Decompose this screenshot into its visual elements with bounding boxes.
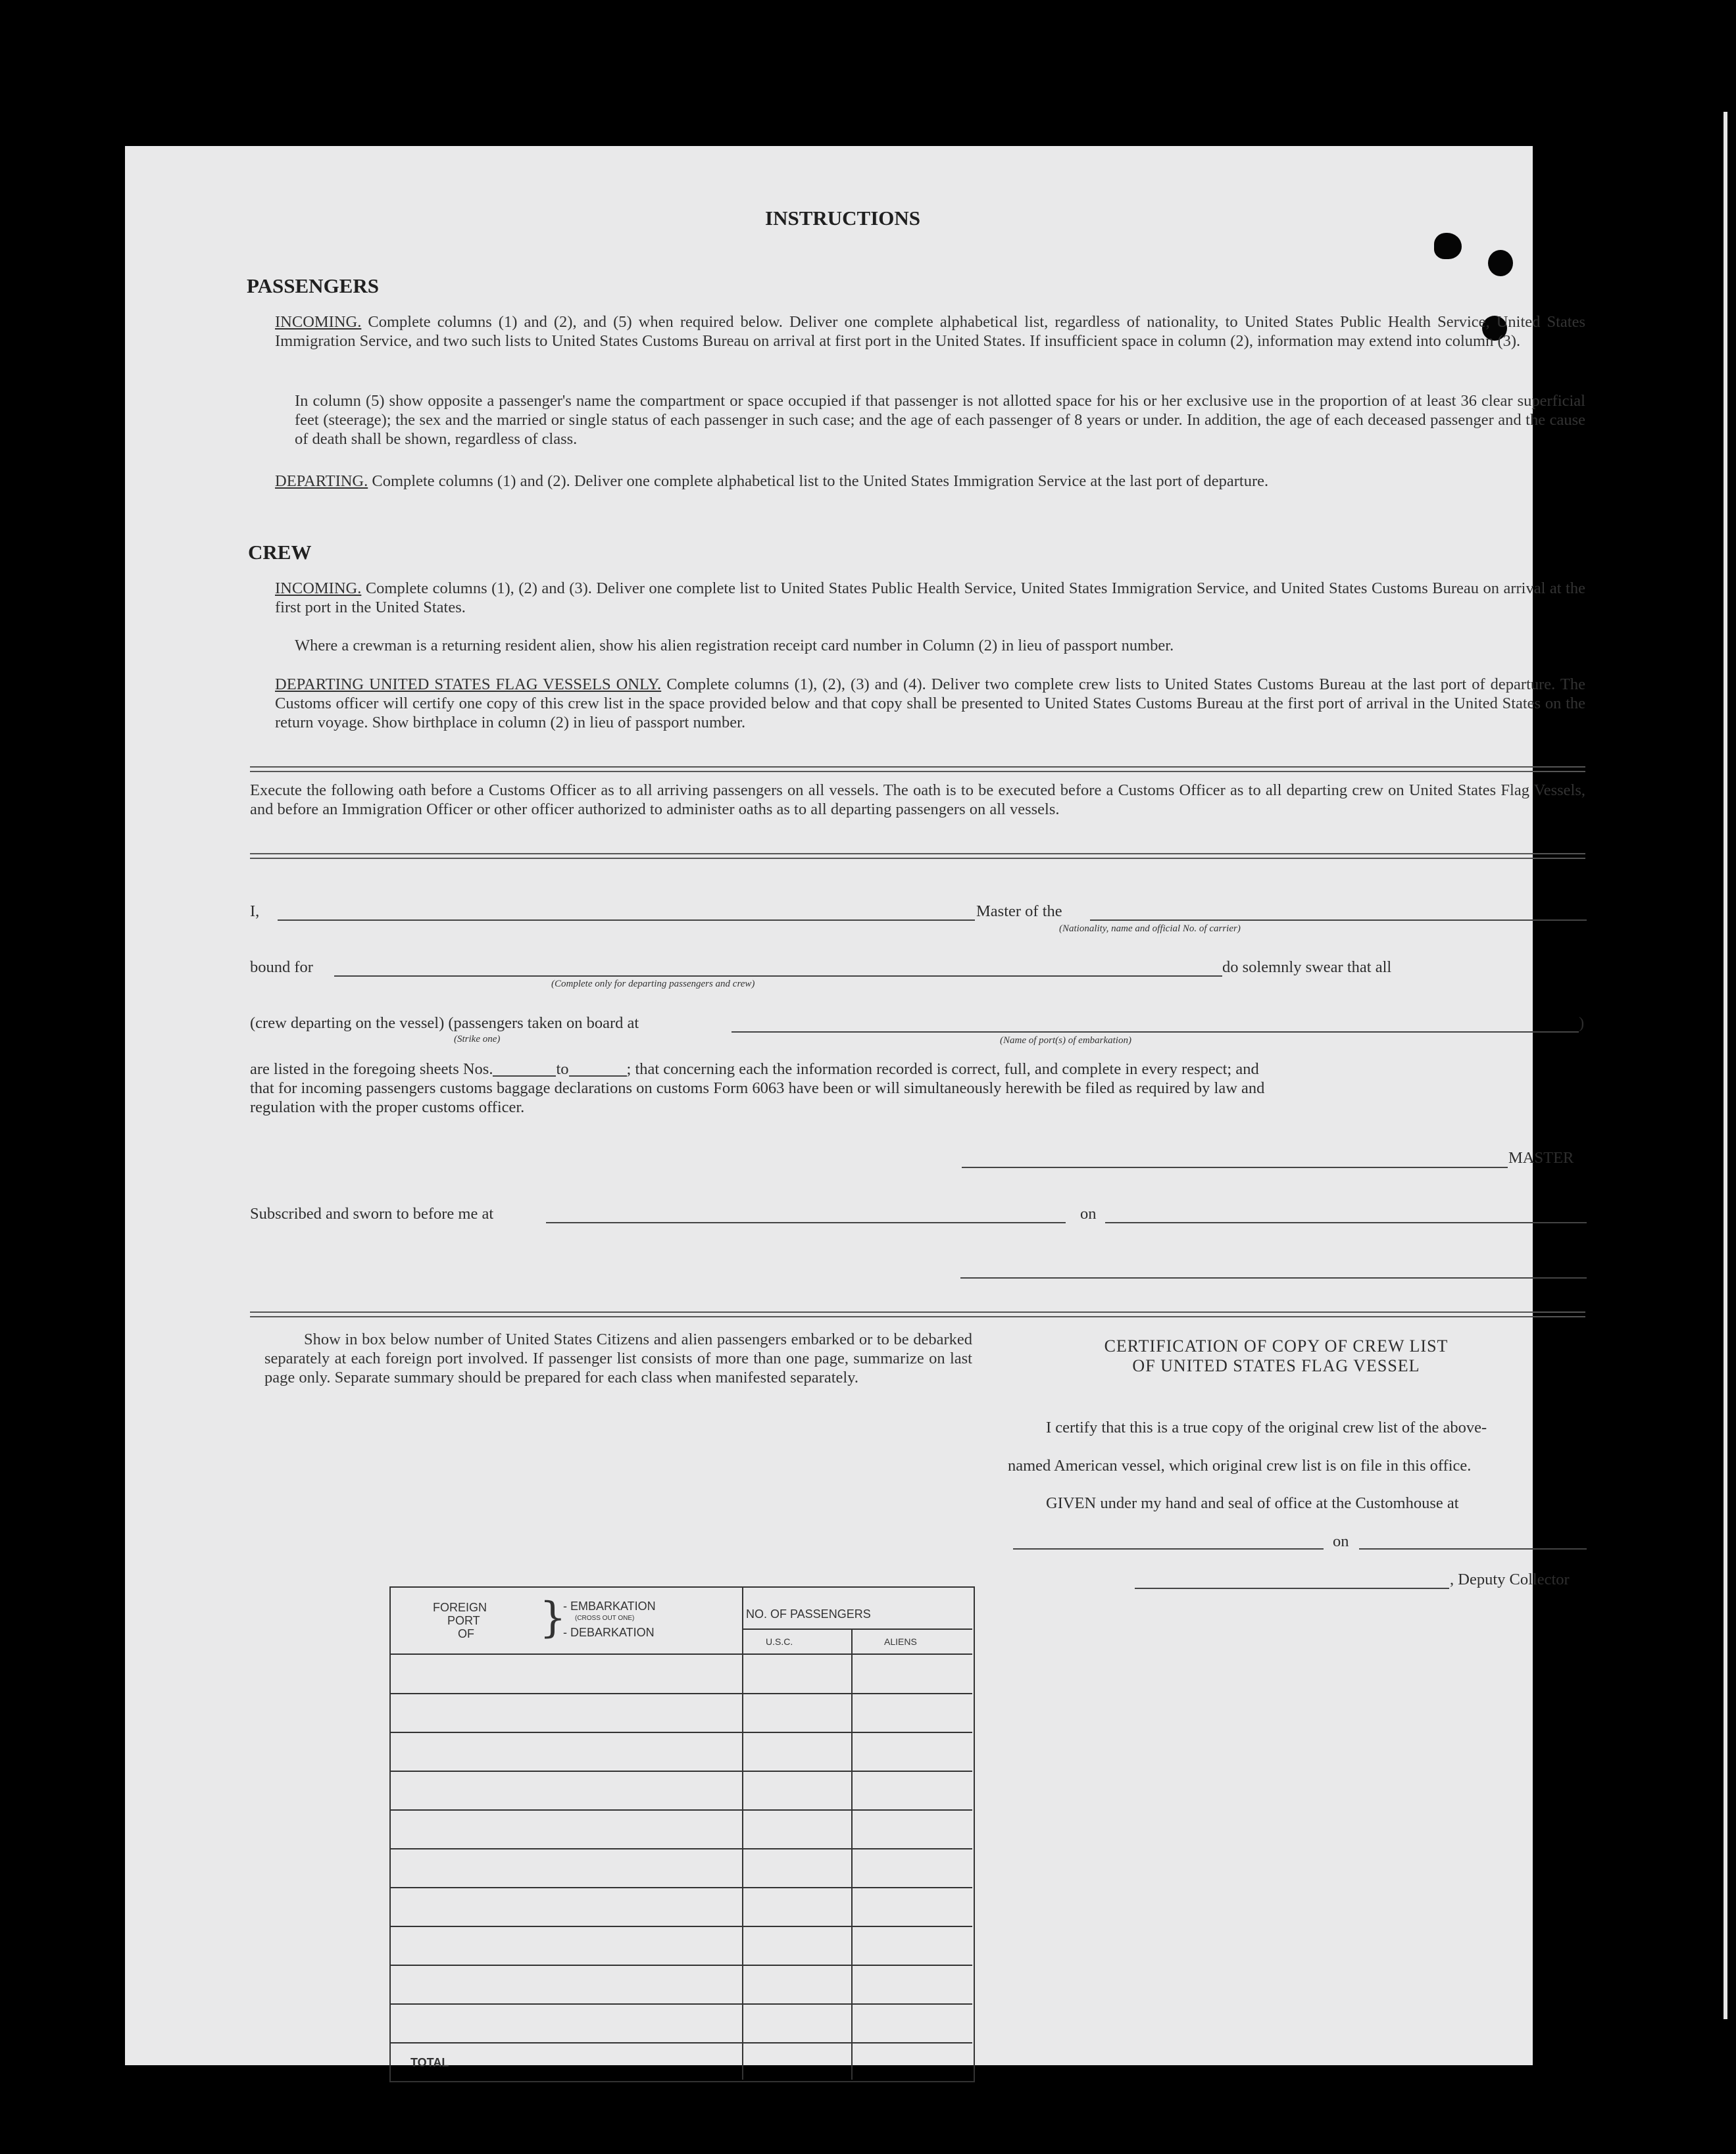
table-row [391,2042,972,2044]
scan-edge-line [1724,112,1727,2019]
given-line: GIVEN under my hand and seal of office at the Customhouse at [1046,1494,1459,1512]
master-signature-line[interactable] [962,1167,1508,1168]
deputy-signature-line[interactable] [1135,1588,1449,1589]
bound-for-label: bound for [250,958,313,976]
sub-header-rule [742,1628,972,1630]
col-divider-port [742,1588,743,2080]
certify-line-1: I certify that this is a true copy of the original crew list of the above- [1046,1419,1487,1436]
crew-departing-label: DEPARTING UNITED STATES FLAG VESSELS ONLY. [275,675,662,693]
of-label: OF [458,1627,474,1640]
form-page [125,146,1585,2069]
table-row [391,1771,972,1772]
master-name-line[interactable] [278,919,975,921]
table-row [391,1693,972,1694]
separator-rule-2 [250,853,1585,859]
listed-line-3: regulation with the proper customs officer. [250,1098,525,1116]
certify-line-2: named American vessel, which original crew list is on file in this office. [1008,1457,1472,1475]
total-label: TOTAL [410,2056,449,2069]
deputy-collector-label: , Deputy Collector [1450,1571,1570,1588]
col-divider-aliens [851,1628,853,2080]
strike-one-caption: (Strike one) [454,1034,501,1044]
embarkation-label: - EMBARKATION [563,1600,656,1613]
passengers-incoming-text: Complete columns (1) and (2), and (5) when required below. Deliver one complete alphabetical list, regardless of nationality, to United States Public Health Service, United States Immigration Service, and two such lists to United States Customs Bureau on arrival at first port in the United States. If insufficient space in column (2), information may extend into column (3). [275,313,1585,350]
crew-heading: CREW [248,541,312,564]
customhouse-place-line[interactable] [1013,1548,1324,1550]
certification-heading-line-1: CERTIFICATION OF COPY OF CREW LIST [1104,1336,1449,1356]
listed-sheets-label [250,1060,1259,1079]
close-paren: ) [1579,1014,1585,1032]
passengers-departing-label: DEPARTING. [275,472,368,490]
table-row [391,1809,972,1811]
usc-label: U.S.C. [766,1636,793,1647]
oath-instruction-paragraph: Execute the following oath before a Customs Officer as to all arriving passengers on all vessels. The oath is to be executed before a Customs Officer as to all departing crew on United States Flag Vessels, and before an Immigration Officer or other officer authorized to administer oaths as to all departing passengers on all vessels. [250,781,1585,818]
listed-line-2: that for incoming passengers customs baggage declarations on customs Form 6063 have been or will simultaneously herewith be filed as required by law and [250,1079,1265,1097]
summary-instruction: Show in box below number of United States Citizens and alien passengers embarked or to be debarked separately at each foreign port involved. If passenger list consists of more than one page, summarize on last page only. Separate summary should be prepared for each class when manifested separately. [264,1331,972,1386]
cross-out-label: (CROSS OUT ONE) [575,1615,635,1622]
passenger-summary-table [389,1586,975,2082]
no-of-passengers-label: NO. OF PASSENGERS [746,1607,871,1621]
master-of-label: Master of the [976,902,1062,920]
passengers-column5-paragraph: In column (5) show opposite a passenger's name the compartment or space occupied if that passenger is not allotted space for his or her exclusive use in the proportion of at least 36 clear superficial feet (steerage); the sex and the married or single status of each passenger in such case; and the age of each passenger of 8 years or under. In addition, the age of each deceased passenger and the cause of death shall be shown, regardless of class. [295,392,1585,448]
aliens-label: ALIENS [884,1636,917,1647]
certification-on-label: on [1333,1532,1349,1550]
table-row [391,1887,972,1888]
passengers-incoming-paragraph [275,312,1585,351]
crew-resident-paragraph: Where a crewman is a returning resident alien, show his alien registration receipt card number in Column (2) in lieu of passport number. [295,637,1174,654]
brace-icon: } [539,1594,566,1642]
subscribed-place-line[interactable] [546,1222,1066,1223]
crew-departing-paragraph [275,675,1585,732]
sheet-from-line[interactable] [493,1075,556,1077]
debarkation-label: - DEBARKATION [563,1626,655,1639]
crew-passengers-label: (crew departing on the vessel) (passengers taken on board at [250,1014,639,1032]
crew-incoming-text: Complete columns (1), (2) and (3). Deliver one complete list to United States Public Health Service, United States Immigration Service, and United States Customs Bureau on arrival at the first port in the United States. [275,579,1585,616]
punch-hole-top [1434,233,1462,259]
listed-post-text: ; that concerning each the information recorded is correct, full, and complete in every respect; and [626,1060,1259,1078]
table-row [391,1965,972,1966]
separator-rule-3 [250,1311,1585,1317]
passengers-incoming-label: INCOMING. [275,313,362,331]
passengers-departing-paragraph [275,472,1585,491]
port-caption: (Name of port(s) of embarkation) [1000,1035,1131,1046]
separator-rule-1 [250,766,1585,772]
sheet-to-line[interactable] [569,1075,627,1077]
swear-label: do solemnly swear that all [1222,958,1392,976]
table-row [391,2003,972,2005]
passengers-departing-text: Complete columns (1) and (2). Deliver one complete alphabetical list to the United States Immigration Service at the last port of departure. [368,472,1269,490]
foreign-label: FOREIGN [433,1601,487,1614]
nationality-caption: (Nationality, name and official No. of carrier) [1059,923,1241,934]
table-row [391,1732,972,1733]
table-row [391,1848,972,1849]
subscribed-date-line[interactable] [1105,1222,1587,1223]
punch-hole-right [1488,250,1513,276]
complete-only-caption: (Complete only for departing passengers and crew) [551,979,755,989]
embarkation-port-line[interactable] [732,1031,1579,1033]
bound-for-line[interactable] [334,975,1222,977]
certification-heading-line-2: OF UNITED STATES FLAG VESSEL [1132,1356,1420,1375]
crew-departing-text: Complete columns (1), (2), (3) and (4). Deliver two complete crew lists to United States Customs Bureau at the last port of departure. The Customs officer will certify one copy of this crew list in the space provided below and that copy shall be presented to United States Customs Bureau at the first port of arrival in the United States on the return voyage. Show birthplace in column (2) in lieu of passport number. [275,675,1585,731]
table-row [391,1926,972,1927]
header-bottom-rule [391,1653,972,1655]
subscribed-on-label: on [1080,1205,1097,1223]
passengers-heading: PASSENGERS [247,274,379,297]
port-label: PORT [447,1614,480,1627]
listed-pre-text: are listed in the foregoing sheets Nos. [250,1060,493,1078]
subscribed-label: Subscribed and sworn to before me at [250,1205,494,1223]
oath-i-label: I, [250,902,260,920]
crew-incoming-label: INCOMING. [275,579,362,597]
crew-incoming-paragraph [275,579,1585,617]
officer-signature-line[interactable] [960,1277,1587,1279]
listed-to-text: to [556,1060,569,1078]
page-title: INSTRUCTIONS [765,207,921,230]
vessel-name-line[interactable] [1090,919,1587,921]
certification-date-line[interactable] [1359,1548,1587,1550]
master-signature-label: MASTER [1508,1149,1574,1167]
